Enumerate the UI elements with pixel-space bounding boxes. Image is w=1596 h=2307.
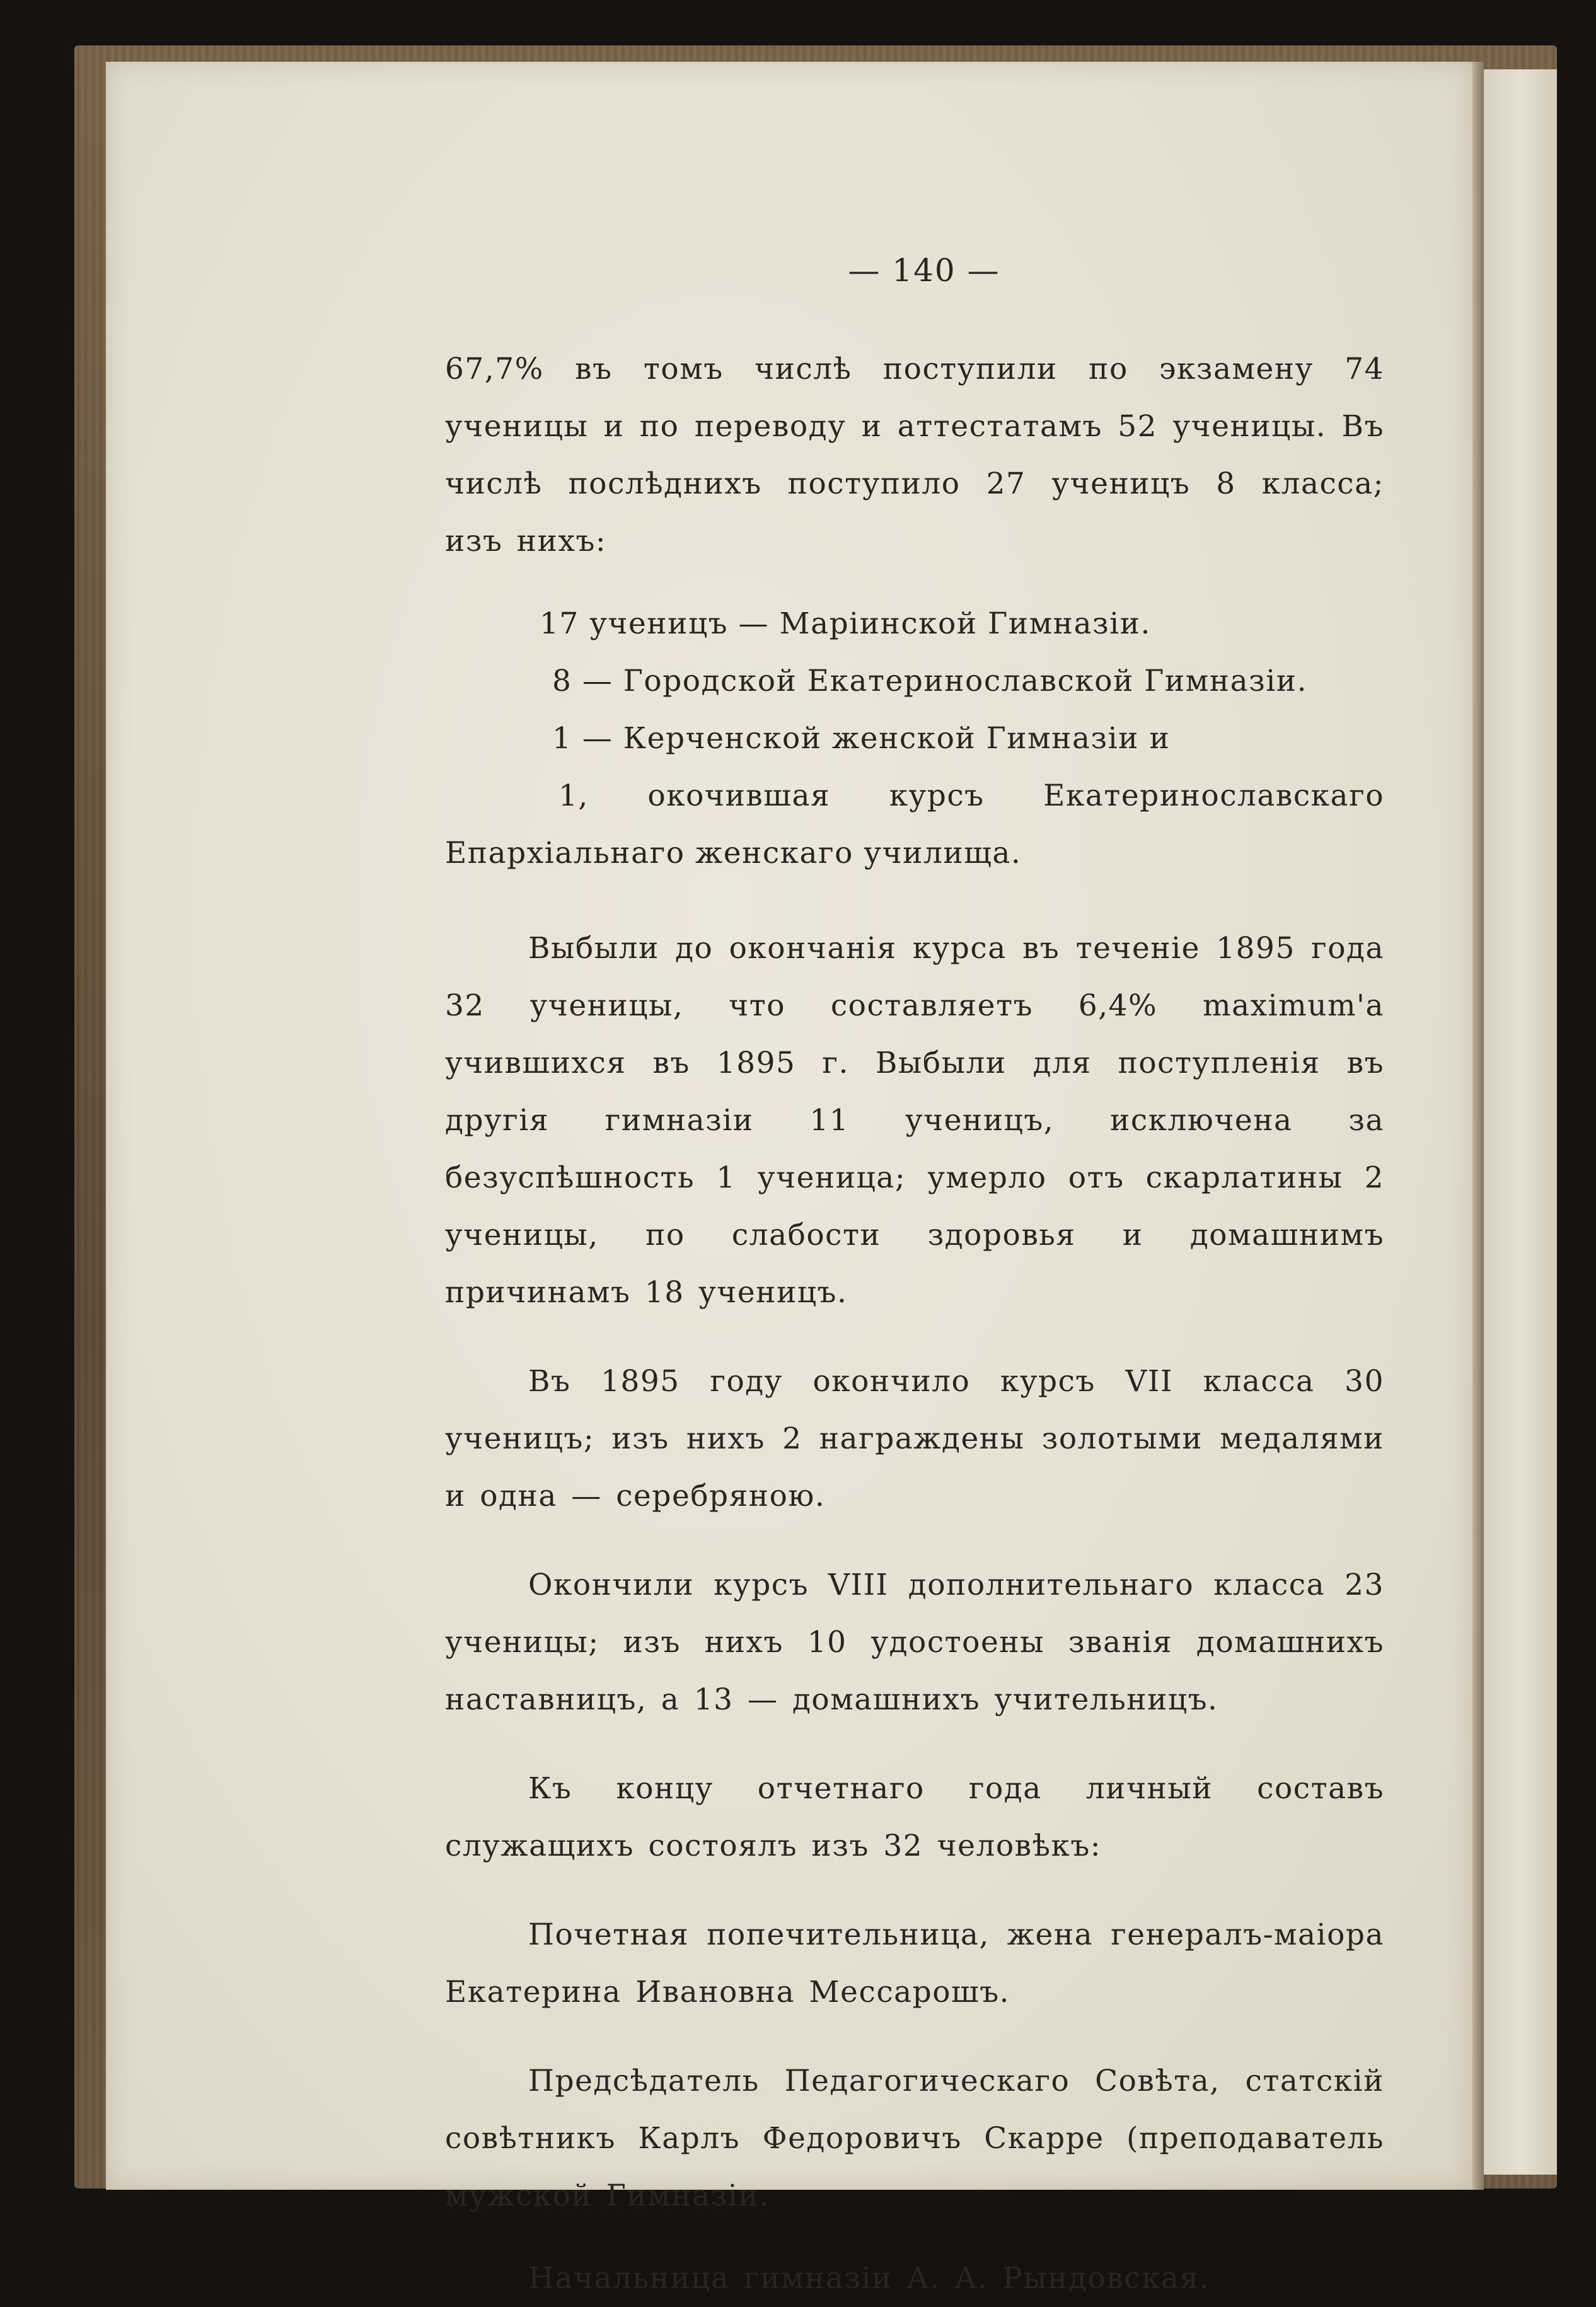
opening-paragraph: 67,7% въ томъ числѣ поступили по экзамену 74 ученицы и по переводу и аттестатамъ 52 ученицы. Въ числѣ послѣднихъ поступило 27 ученицъ 8 класса; изъ нихъ:: [445, 352, 1384, 558]
list-item: 1, окочившая курсъ Екатеринославскаго Епархіальнаго женскаго училища.: [445, 778, 1384, 870]
paragraph-staff: Къ концу отчетнаго года личный составъ служащихъ состоялъ изъ 32 человѣкъ:: [445, 1771, 1384, 1863]
paragraph-chairman: Предсѣдатель Педагогическаго Совѣта, статскій совѣтникъ Карлъ Федоровичъ Скарре (преподаватель мужской Гимназіи.: [445, 2064, 1384, 2213]
paragraph-departures: Выбыли до окончанія курса въ теченіе 1895 года 32 ученицы, что составляетъ 6,4% maximum'a учившихся въ 1895 г. Выбыли для поступленія въ другія гимназіи 11 ученицъ, исключена за безуспѣшность 1 ученица; умерло отъ скарлатины 2 ученицы, по слабости здоровья и домашнимъ причинамъ 18 ученицъ.: [445, 931, 1384, 1310]
list-item: 1 — Керченской женской Гимназіи и: [552, 721, 1171, 756]
list-item: 8 — Городской Екатеринославской Гимназіи.: [552, 664, 1308, 698]
paragraph-headmistress: Начальница гимназіи А. А. Рындовская.: [528, 2261, 1210, 2296]
graduate-list: [445, 595, 1384, 882]
page-number: — 140 —: [848, 252, 1000, 289]
page-gutter: [1472, 62, 1484, 2190]
list-item: 17 ученицъ — Маріинской Гимназіи.: [540, 606, 1151, 641]
next-page-edge: [1484, 69, 1557, 2175]
paragraph-class-seven: Въ 1895 году окончило курсъ VII класса 30 ученицъ; изъ нихъ 2 награждены золотыми медалями и одна — серебряною.: [445, 1364, 1384, 1513]
paragraph-class-eight: Окончили курсъ VIII дополнительнаго класса 23 ученицы; изъ нихъ 10 удостоены званія домашнихъ наставницъ, а 13 — домашнихъ учительницъ.: [445, 1568, 1384, 1717]
page-text: [445, 252, 1384, 2307]
paragraph-trustee: Почетная попечительница, жена генералъ-маіора Екатерина Ивановна Мессарошъ.: [445, 1917, 1384, 2009]
